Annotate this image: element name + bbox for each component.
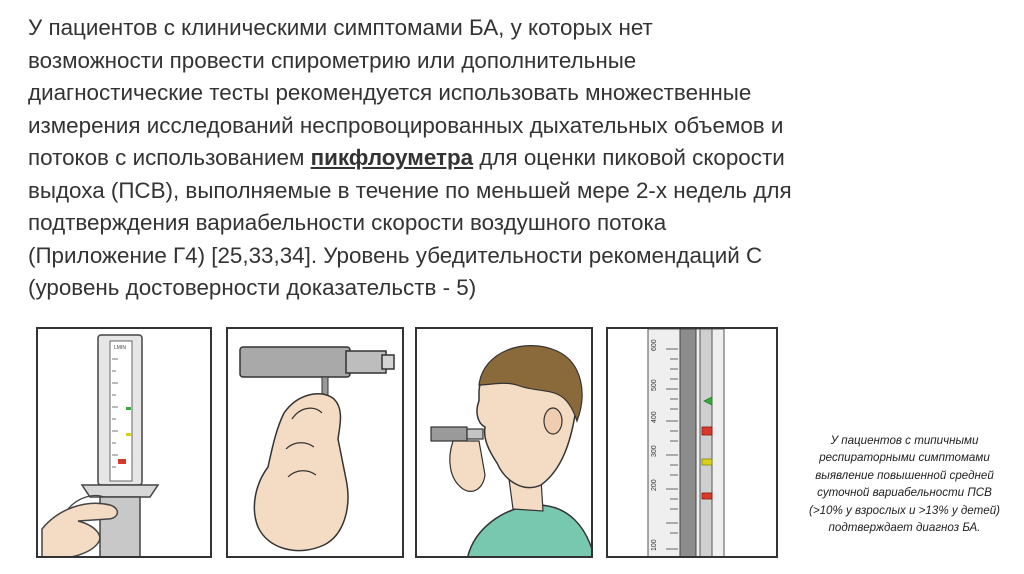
note-line: подтверждает диагноз БА.	[828, 521, 981, 535]
shirt-drawing	[467, 505, 593, 558]
scale-label: 600	[651, 339, 658, 351]
note-line: выявление повышенной средней	[815, 468, 994, 482]
text-line: измерения исследований неспровоцированных дыхательных объемов и	[28, 112, 784, 138]
scale-label: 500	[651, 379, 658, 391]
text-fragment: потоков с использованием	[28, 145, 311, 170]
text-line: возможности провести спирометрию или дополнительные	[28, 47, 637, 73]
hand-drawing	[450, 441, 485, 491]
scale-label: 200	[651, 479, 658, 491]
red-zone-marker	[702, 493, 712, 499]
text-line: подтверждения вариабельности скорости воздушного потока	[28, 210, 667, 235]
illustration-meter-scale	[606, 327, 778, 558]
meter-unit-label: LMIN	[114, 345, 126, 351]
scale-label: 100	[651, 539, 658, 551]
peak-flow-meter-link[interactable]: пикфлоуметра	[310, 145, 474, 170]
note-line: (>10% у взрослых и >13% у детей)	[808, 503, 1001, 517]
yellow-zone-marker	[126, 433, 131, 436]
meter-in-hand-drawing	[38, 329, 212, 558]
hand-drawing	[254, 394, 348, 551]
meter-scale-drawing	[608, 329, 778, 558]
yellow-zone-marker	[702, 459, 712, 465]
text-line: выдоха (ПСВ), выполняемые в течение по меньшей мере 2-х недель для	[28, 177, 792, 203]
recommendation-text	[28, 12, 1008, 305]
scale-label: 400	[651, 411, 658, 423]
text-line: диагностические тесты рекомендуется использовать множественные	[28, 80, 752, 105]
diagnosis-note	[787, 432, 1022, 536]
illustration-hand-holding-meter	[226, 327, 404, 558]
red-indicator	[118, 459, 126, 464]
text-line: (Приложение Г4) [25,33,34]. Уровень убедительности рекомендаций С	[28, 242, 763, 268]
green-zone-marker	[126, 407, 131, 410]
illustration-meter-in-hand	[36, 327, 212, 558]
illustration-man-using-meter	[415, 327, 593, 558]
scale-label: 300	[651, 445, 658, 457]
note-line: У пациентов с типичными	[830, 434, 979, 447]
text-line: У пациентов с клиническими симптомами БА, у которых нет	[28, 15, 653, 40]
text-fragment: для оценки пиковой скорости	[473, 145, 785, 170]
text-line	[28, 142, 1008, 175]
text-line: (уровень достоверности доказательств - 5)	[28, 275, 477, 300]
hand-holding-meter-drawing	[228, 329, 404, 558]
note-line: суточной вариабельности ПСВ	[817, 486, 992, 500]
red-zone-marker	[702, 427, 712, 435]
man-using-meter-drawing	[417, 329, 593, 558]
note-line: респираторными симптомами	[819, 451, 990, 465]
